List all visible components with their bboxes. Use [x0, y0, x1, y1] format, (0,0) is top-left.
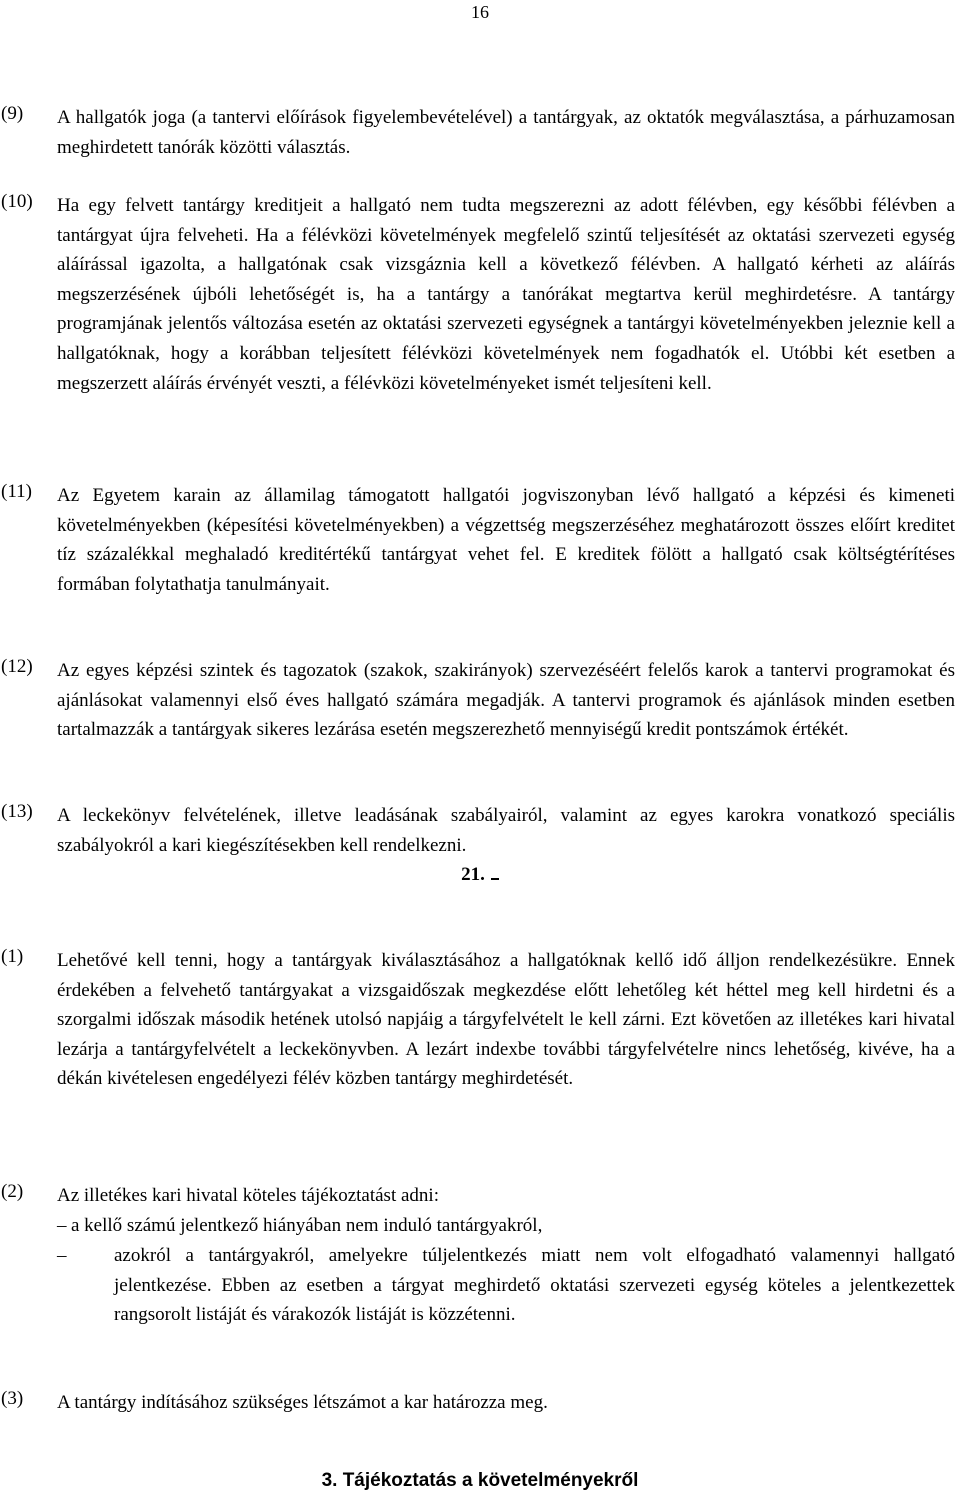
paragraph-number: (11): [1, 481, 32, 502]
chapter-title: 3. Tájékoztatás a követelményekről: [321, 1470, 639, 1491]
bullet-dash: –: [57, 1215, 67, 1236]
paragraph-text: Az illetékes kari hivatal köteles tájékoztatást adni:: [57, 1185, 439, 1206]
paragraph-number: (10): [1, 191, 33, 212]
paragraph-text: Lehetővé kell tenni, hogy a tantárgyak kiválasztásához a hallgatóknak kellő idő álljon rendelkezésükre. Ennek érdekében a felvehető tantárgyakat a vizsgaidőszak megkezdése előtt lehetőleg két héttel meg kell hirdetni és a szorgalmi időszak második hetének utolsó napjáig a tárgyfelvételt le kell zárni. Ezt követően az illetékes kari hivatal lezárja a tantárgyfelvételt a leckekönyvben. A lezárt indexbe további tárgyfelvételre nincs lehetőség, kivéve, ha a dékán kivételesen engedélyezi félév közben tantárgy meghirdetését.: [57, 950, 955, 1090]
page-number: 16: [471, 2, 489, 22]
paragraph-text: Az Egyetem karain az államilag támogatott hallgatói jogviszonyban lévő hallgató a képzési és kimeneti követelményekben (képesítési követelményekben) a végzettség megszerzéséhez meghatározott összes előírt kreditet tíz százalékkal meghaladó kreditértékű tantárgyat vehet fel. E kreditek fölött a hallgató csak költségtérítéses formában folytathatja tanulmányait.: [57, 485, 955, 595]
paragraph-number: (9): [1, 103, 24, 124]
paragraph-text: A hallgatók joga (a tantervi előírások figyelembevételével) a tantárgyak, az oktatók megválasztása, a párhuzamosan meghirdetett tanórák közötti választás.: [57, 107, 955, 158]
paragraph-number: (1): [1, 946, 24, 967]
section-heading: [0, 864, 960, 886]
list-item: [57, 1241, 955, 1330]
list-item-text: azokról a tantárgyakról, amelyekre túljelentkezés miatt nem volt elfogadható valamennyi hallgató jelentkezése. Ebben az esetben a tárgyat meghirdető oktatási szervezeti egység köteles a jelentkezettek rangsorolt listáját és várakozók listáját is közzétenni.: [114, 1245, 955, 1326]
paragraph-number: (3): [1, 1388, 24, 1409]
section-number: 21.: [461, 864, 485, 885]
paragraph-text: Ha egy felvett tantárgy kreditjeit a hallgató nem tudta megszerezni az adott félévben, egy későbbi félévben a tantárgyat újra felveheti. Ha a félévközi követelmények megfelelő szintű teljesítését az oktatási szervezeti egység aláírással igazolta, a hallgatónak csak vizsgáznia kell a következő félévben. A hallgató kérheti az aláírás megszerzésének újbóli lehetőségét is, ha a tantárgy a tanórákat megtartva kerül meghirdetésre. A tantárgy programjának jelentős változása esetén az oktatási szervezeti egységnek a tantárgyi követelményekben jeleznie kell a hallgatóknak, hogy a korábban teljesített félévközi követelmények nem fogadhatók el. Utóbbi két esetben a megszerzett aláírás érvényét veszti, a félévközi követelményeket ismét teljesíteni kell.: [57, 195, 955, 394]
list-item: [57, 1211, 955, 1241]
paragraph-number: (2): [1, 1181, 24, 1202]
paragraph-text: A tantárgy indításához szükséges létszámot a kar határozza meg.: [57, 1392, 548, 1413]
paragraph-number: (13): [1, 801, 33, 822]
section-sign-icon: [491, 864, 499, 880]
paragraph-text: A leckekönyv felvételének, illetve leadásának szabályairól, valamint az egyes karokra vonatkozó speciális szabályokról a kari kiegészítésekben kell rendelkezni.: [57, 805, 955, 856]
bullet-dash: –: [57, 1245, 67, 1266]
paragraph-text: Az egyes képzési szintek és tagozatok (szakok, szakirányok) szervezéséért felelős karok a tantervi programokat és ajánlásokat valamennyi első éves hallgató számára megadják. A tantervi programok és ajánlások minden esetben tartalmazzák a tantárgyak sikeres lezárása esetén megszerezhető mennyiségű kredit pontszámok értékét.: [57, 660, 955, 741]
paragraph-number: (12): [1, 656, 33, 677]
list-item-text: a kellő számú jelentkező hiányában nem induló tantárgyakról,: [71, 1215, 543, 1236]
